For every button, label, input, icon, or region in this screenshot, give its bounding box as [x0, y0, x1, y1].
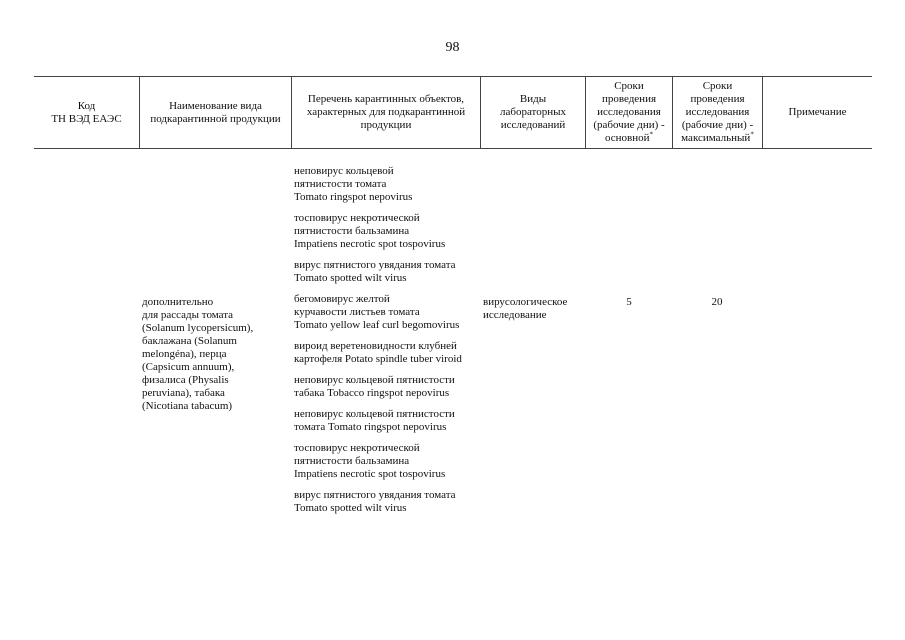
header-term-basic: Сроки проведения исследования (рабочие дни) - основной*: [593, 80, 665, 144]
header-lab-research-types: Виды лабораторных исследований: [499, 93, 566, 131]
page-number: 98: [445, 40, 460, 55]
list-item: тосповирус некротической пятнистости бальзамина Impatiens necrotic spot tospovirus: [294, 212, 446, 250]
list-item: вироид веретеновидности клубней картофеля Potato spindle tuber viroid: [294, 340, 462, 365]
term-basic-value: 5: [626, 296, 632, 308]
term-max-value: 20: [711, 296, 723, 308]
list-item: бегомовирус желтой курчавости листьев томата Tomato yellow leaf curl begomovirus: [294, 293, 460, 331]
footnote-mark: *: [649, 130, 653, 139]
product-description: дополнительно для рассады томата (Solanum lycopersicum), баклажана (Solanum melongéna), перца (Capsicum annuum), физалиса (Physalis peruviana), табака (Nicotiana tabacum): [142, 296, 254, 412]
list-item: неповирус кольцевой пятнистости томата Tomato ringspot nepovirus: [294, 165, 413, 203]
header-term-max: Сроки проведения исследования (рабочие дни) - максимальный*: [681, 80, 754, 144]
header-note: Примечание: [788, 106, 847, 118]
table-header-border: [34, 148, 872, 149]
list-item: тосповирус некротической пятнистости бальзамина Impatiens necrotic spot tospovirus: [294, 442, 446, 480]
list-item: неповирус кольцевой пятнистости томата Tomato ringspot nepovirus: [294, 408, 455, 433]
research-type: вирусологическое исследование: [483, 296, 568, 321]
header-product-name: Наименование вида подкарантинной продукции: [150, 99, 281, 125]
list-item: вирус пятнистого увядания томата Tomato spotted wilt virus: [294, 259, 456, 284]
list-item: неповирус кольцевой пятнистости табака Tobacco ringspot nepovirus: [294, 374, 455, 399]
list-item: вирус пятнистого увядания томата Tomato spotted wilt virus: [294, 489, 456, 514]
header-quarantine-objects: Перечень карантинных объектов, характерных для подкарантинной продукции: [306, 93, 466, 131]
header-code: Код ТН ВЭД ЕАЭС: [51, 99, 122, 125]
footnote-mark: *: [750, 130, 754, 139]
quarantine-objects-list: [294, 165, 479, 523]
